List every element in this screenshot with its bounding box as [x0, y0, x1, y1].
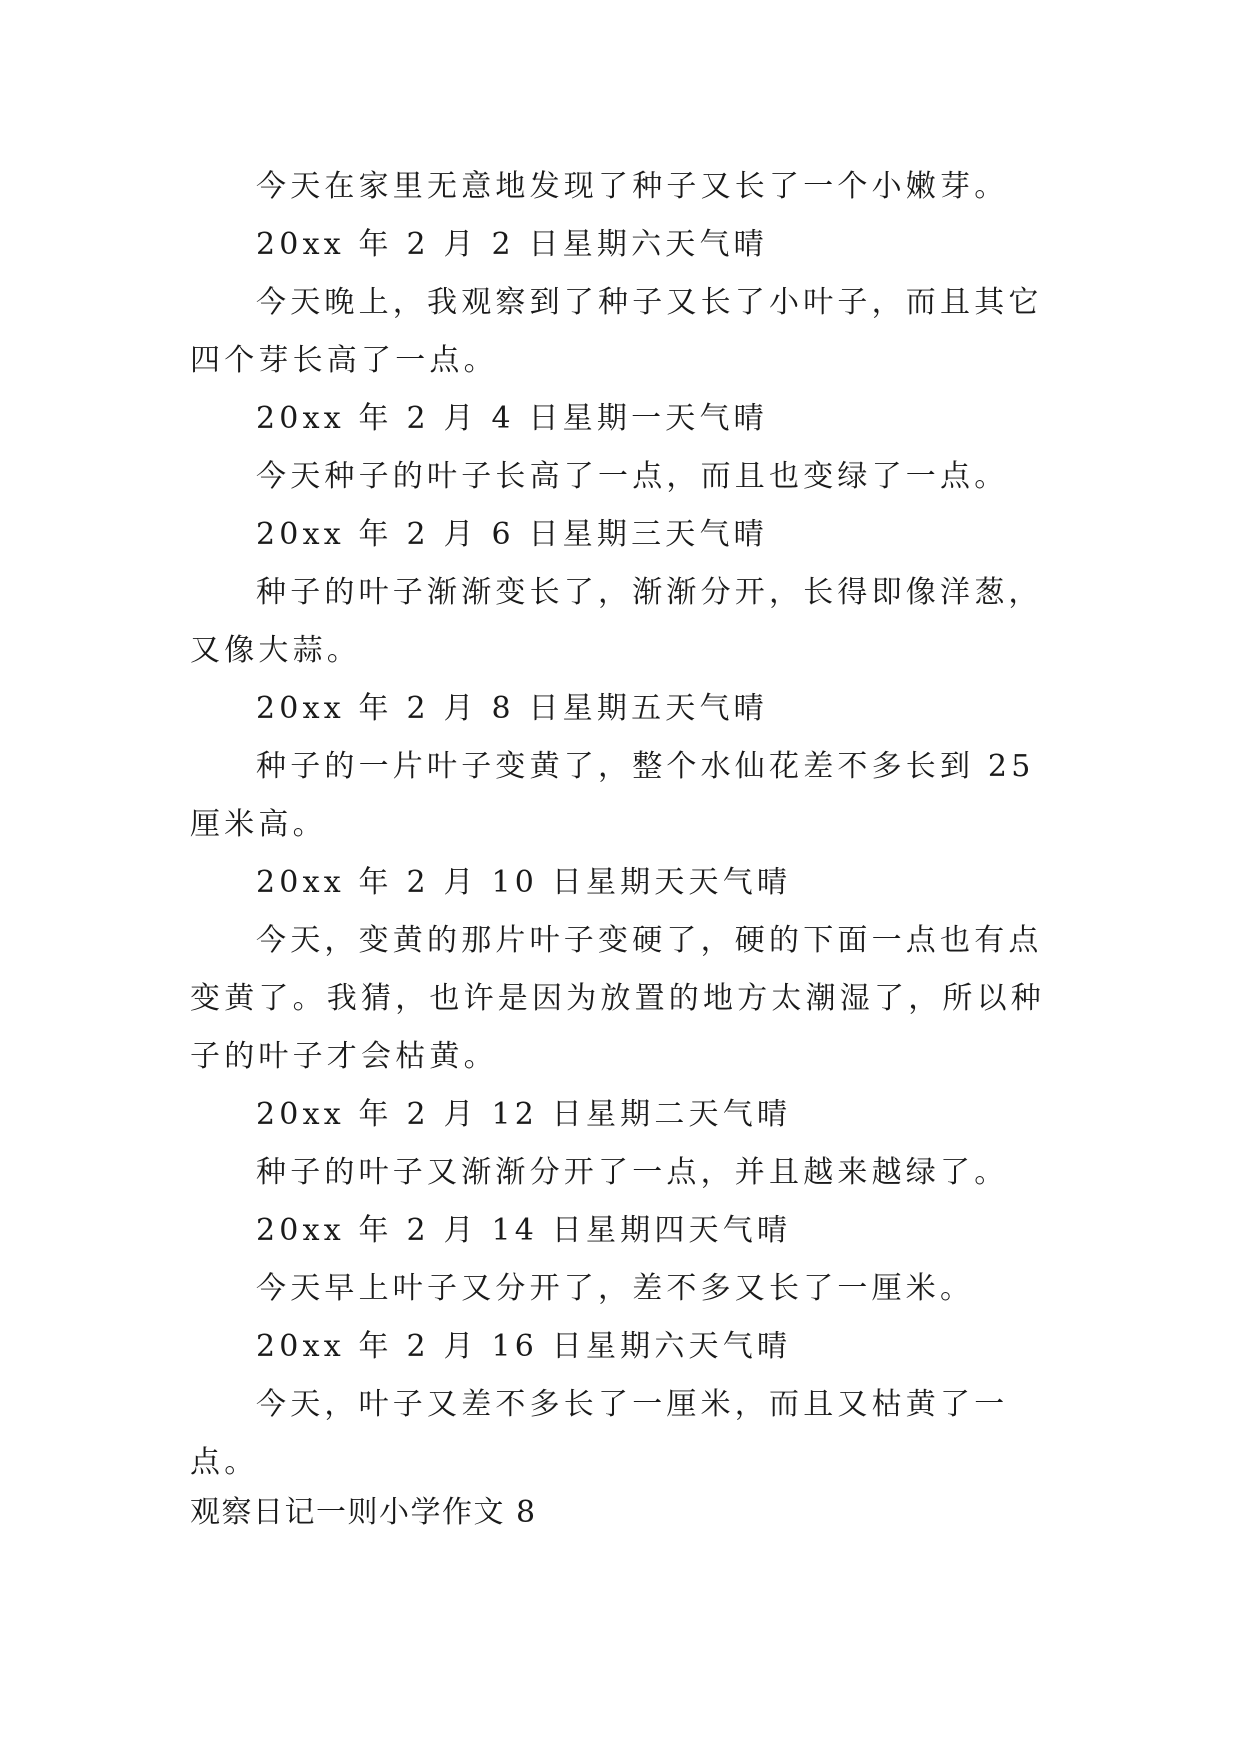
diary-paragraph: 今天晚上，我观察到了种子又长了小叶子，而且其它四个芽长高了一点。 — [190, 285, 1043, 378]
diary-paragraph: 种子的一片叶子变黄了，整个水仙花差不多长到 25 厘米高。 — [190, 749, 1035, 842]
diary-date-line: 20xx 年 2 月 8 日星期五天气晴 — [256, 691, 768, 726]
diary-date-line: 20xx 年 2 月 14 日星期四天气晴 — [256, 1213, 792, 1248]
diary-paragraph: 今天，变黄的那片叶子变硬了，硬的下面一点也有点变黄了。我猜，也许是因为放置的地方太潮湿了，所以种子的叶子才会枯黄。 — [190, 923, 1045, 1074]
section-title: 观察日记一则小学作文 8 — [190, 1495, 537, 1530]
diary-date-line: 20xx 年 2 月 4 日星期一天气晴 — [256, 401, 768, 436]
diary-paragraph: 今天早上叶子又分开了，差不多又长了一厘米。 — [256, 1271, 975, 1306]
diary-date-line: 20xx 年 2 月 2 日星期六天气晴 — [256, 227, 768, 262]
diary-date-line: 20xx 年 2 月 10 日星期天天气晴 — [256, 865, 792, 900]
diary-paragraph: 今天在家里无意地发现了种子又长了一个小嫩芽。 — [256, 169, 1009, 204]
diary-paragraph: 种子的叶子渐渐变长了，渐渐分开，长得即像洋葱，又像大蒜。 — [190, 575, 1043, 668]
diary-date-line: 20xx 年 2 月 16 日星期六天气晴 — [256, 1329, 792, 1364]
diary-paragraph: 今天种子的叶子长高了一点，而且也变绿了一点。 — [256, 459, 1009, 494]
diary-body — [190, 158, 1055, 1492]
diary-date-line: 20xx 年 2 月 6 日星期三天气晴 — [256, 517, 768, 552]
diary-paragraph: 今天，叶子又差不多长了一厘米，而且又枯黄了一点。 — [190, 1387, 1009, 1480]
diary-paragraph: 种子的叶子又渐渐分开了一点，并且越来越绿了。 — [256, 1155, 1009, 1190]
diary-date-line: 20xx 年 2 月 12 日星期二天气晴 — [256, 1097, 792, 1132]
